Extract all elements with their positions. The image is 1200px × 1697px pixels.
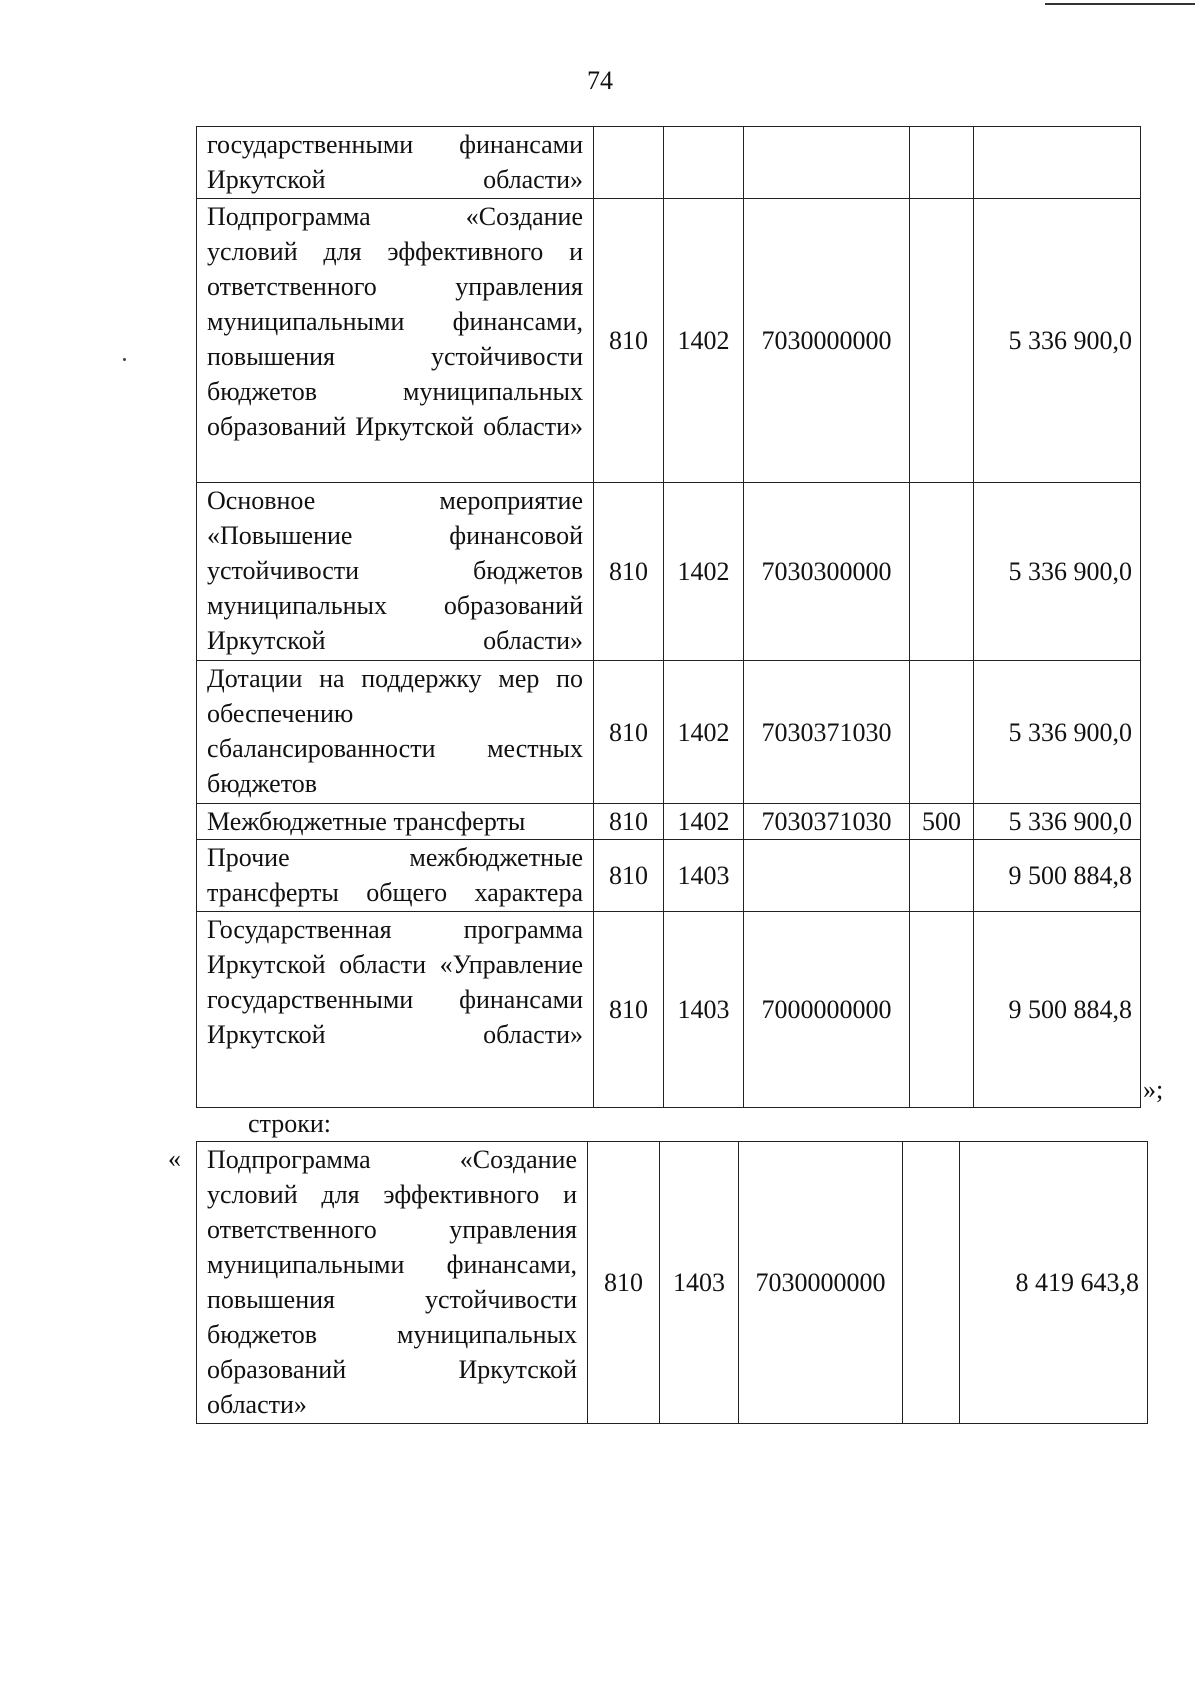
row-csr: 7000000000	[744, 912, 910, 1108]
row-vr	[910, 840, 974, 912]
table-row	[197, 199, 1141, 483]
row-amount	[974, 127, 1141, 199]
row-name: Подпрограмма «Создание условий для эффективного и ответственного управления муниципальными финансами, повышения устойчивости бюджетов муниципальных образований Иркутской области»	[197, 199, 594, 483]
row-name: Основное мероприятие «Повышение финансовой устойчивости бюджетов муниципальных образований Иркутской области»	[197, 483, 594, 661]
closing-quote: »;	[1143, 1075, 1164, 1104]
row-amount: 8 419 643,8	[960, 1142, 1148, 1424]
row-vr	[910, 912, 974, 1108]
row-amount: 5 336 900,0	[974, 199, 1141, 483]
row-rz: 1403	[660, 1142, 739, 1424]
page-number: 74	[587, 66, 613, 95]
row-csr: 7030300000	[744, 483, 910, 661]
row-gr: 810	[594, 804, 664, 840]
row-csr	[744, 127, 910, 199]
table-row	[197, 661, 1141, 804]
row-rz: 1402	[664, 661, 744, 804]
row-amount: 9 500 884,8	[974, 840, 1141, 912]
row-name: Прочие межбюджетные трансферты общего характера	[197, 840, 594, 912]
row-gr: 810	[594, 661, 664, 804]
row-amount: 5 336 900,0	[974, 661, 1141, 804]
row-csr	[744, 840, 910, 912]
row-gr: 810	[588, 1142, 660, 1424]
row-rz: 1402	[664, 483, 744, 661]
row-name: Дотации на поддержку мер по обеспечению сбалансированности местных бюджетов	[197, 661, 594, 804]
row-amount: 9 500 884,8	[974, 912, 1141, 1108]
row-amount: 5 336 900,0	[974, 483, 1141, 661]
row-gr: 810	[594, 483, 664, 661]
top-rule	[1045, 3, 1195, 5]
row-gr: 810	[594, 840, 664, 912]
table-row	[197, 840, 1141, 912]
row-rz: 1402	[664, 804, 744, 840]
row-csr: 7030371030	[744, 804, 910, 840]
row-name: Подпрограмма «Создание условий для эффективного и ответственного управления муниципальными финансами, повышения устойчивости бюджетов муниципальных образований Иркутской области»	[197, 1142, 588, 1424]
opening-quote: «	[168, 1144, 181, 1173]
row-amount: 5 336 900,0	[974, 804, 1141, 840]
scan-speck	[123, 358, 126, 361]
table-row	[197, 1142, 1148, 1424]
table-row	[197, 483, 1141, 661]
table-row	[197, 804, 1141, 840]
row-rz: 1403	[664, 840, 744, 912]
row-gr: 810	[594, 199, 664, 483]
table-row	[197, 912, 1141, 1108]
budget-table-top	[196, 126, 1141, 1108]
row-gr	[594, 127, 664, 199]
row-name: Межбюджетные трансферты	[197, 804, 594, 840]
row-csr: 7030000000	[739, 1142, 903, 1424]
row-vr	[910, 661, 974, 804]
lines-label: строки:	[248, 1109, 331, 1138]
row-vr	[910, 199, 974, 483]
row-gr: 810	[594, 912, 664, 1108]
row-vr	[910, 483, 974, 661]
row-csr: 7030371030	[744, 661, 910, 804]
row-rz: 1402	[664, 199, 744, 483]
row-vr	[903, 1142, 960, 1424]
budget-table-bottom	[196, 1141, 1148, 1424]
row-csr: 7030000000	[744, 199, 910, 483]
row-name: Государственная программа Иркутской области «Управление государственными финансами Иркутской области»	[197, 912, 594, 1108]
row-vr: 500	[910, 804, 974, 840]
row-rz: 1403	[664, 912, 744, 1108]
row-rz	[664, 127, 744, 199]
row-vr	[910, 127, 974, 199]
table-row	[197, 127, 1141, 199]
row-name: государственными финансами Иркутской области»	[197, 127, 594, 199]
